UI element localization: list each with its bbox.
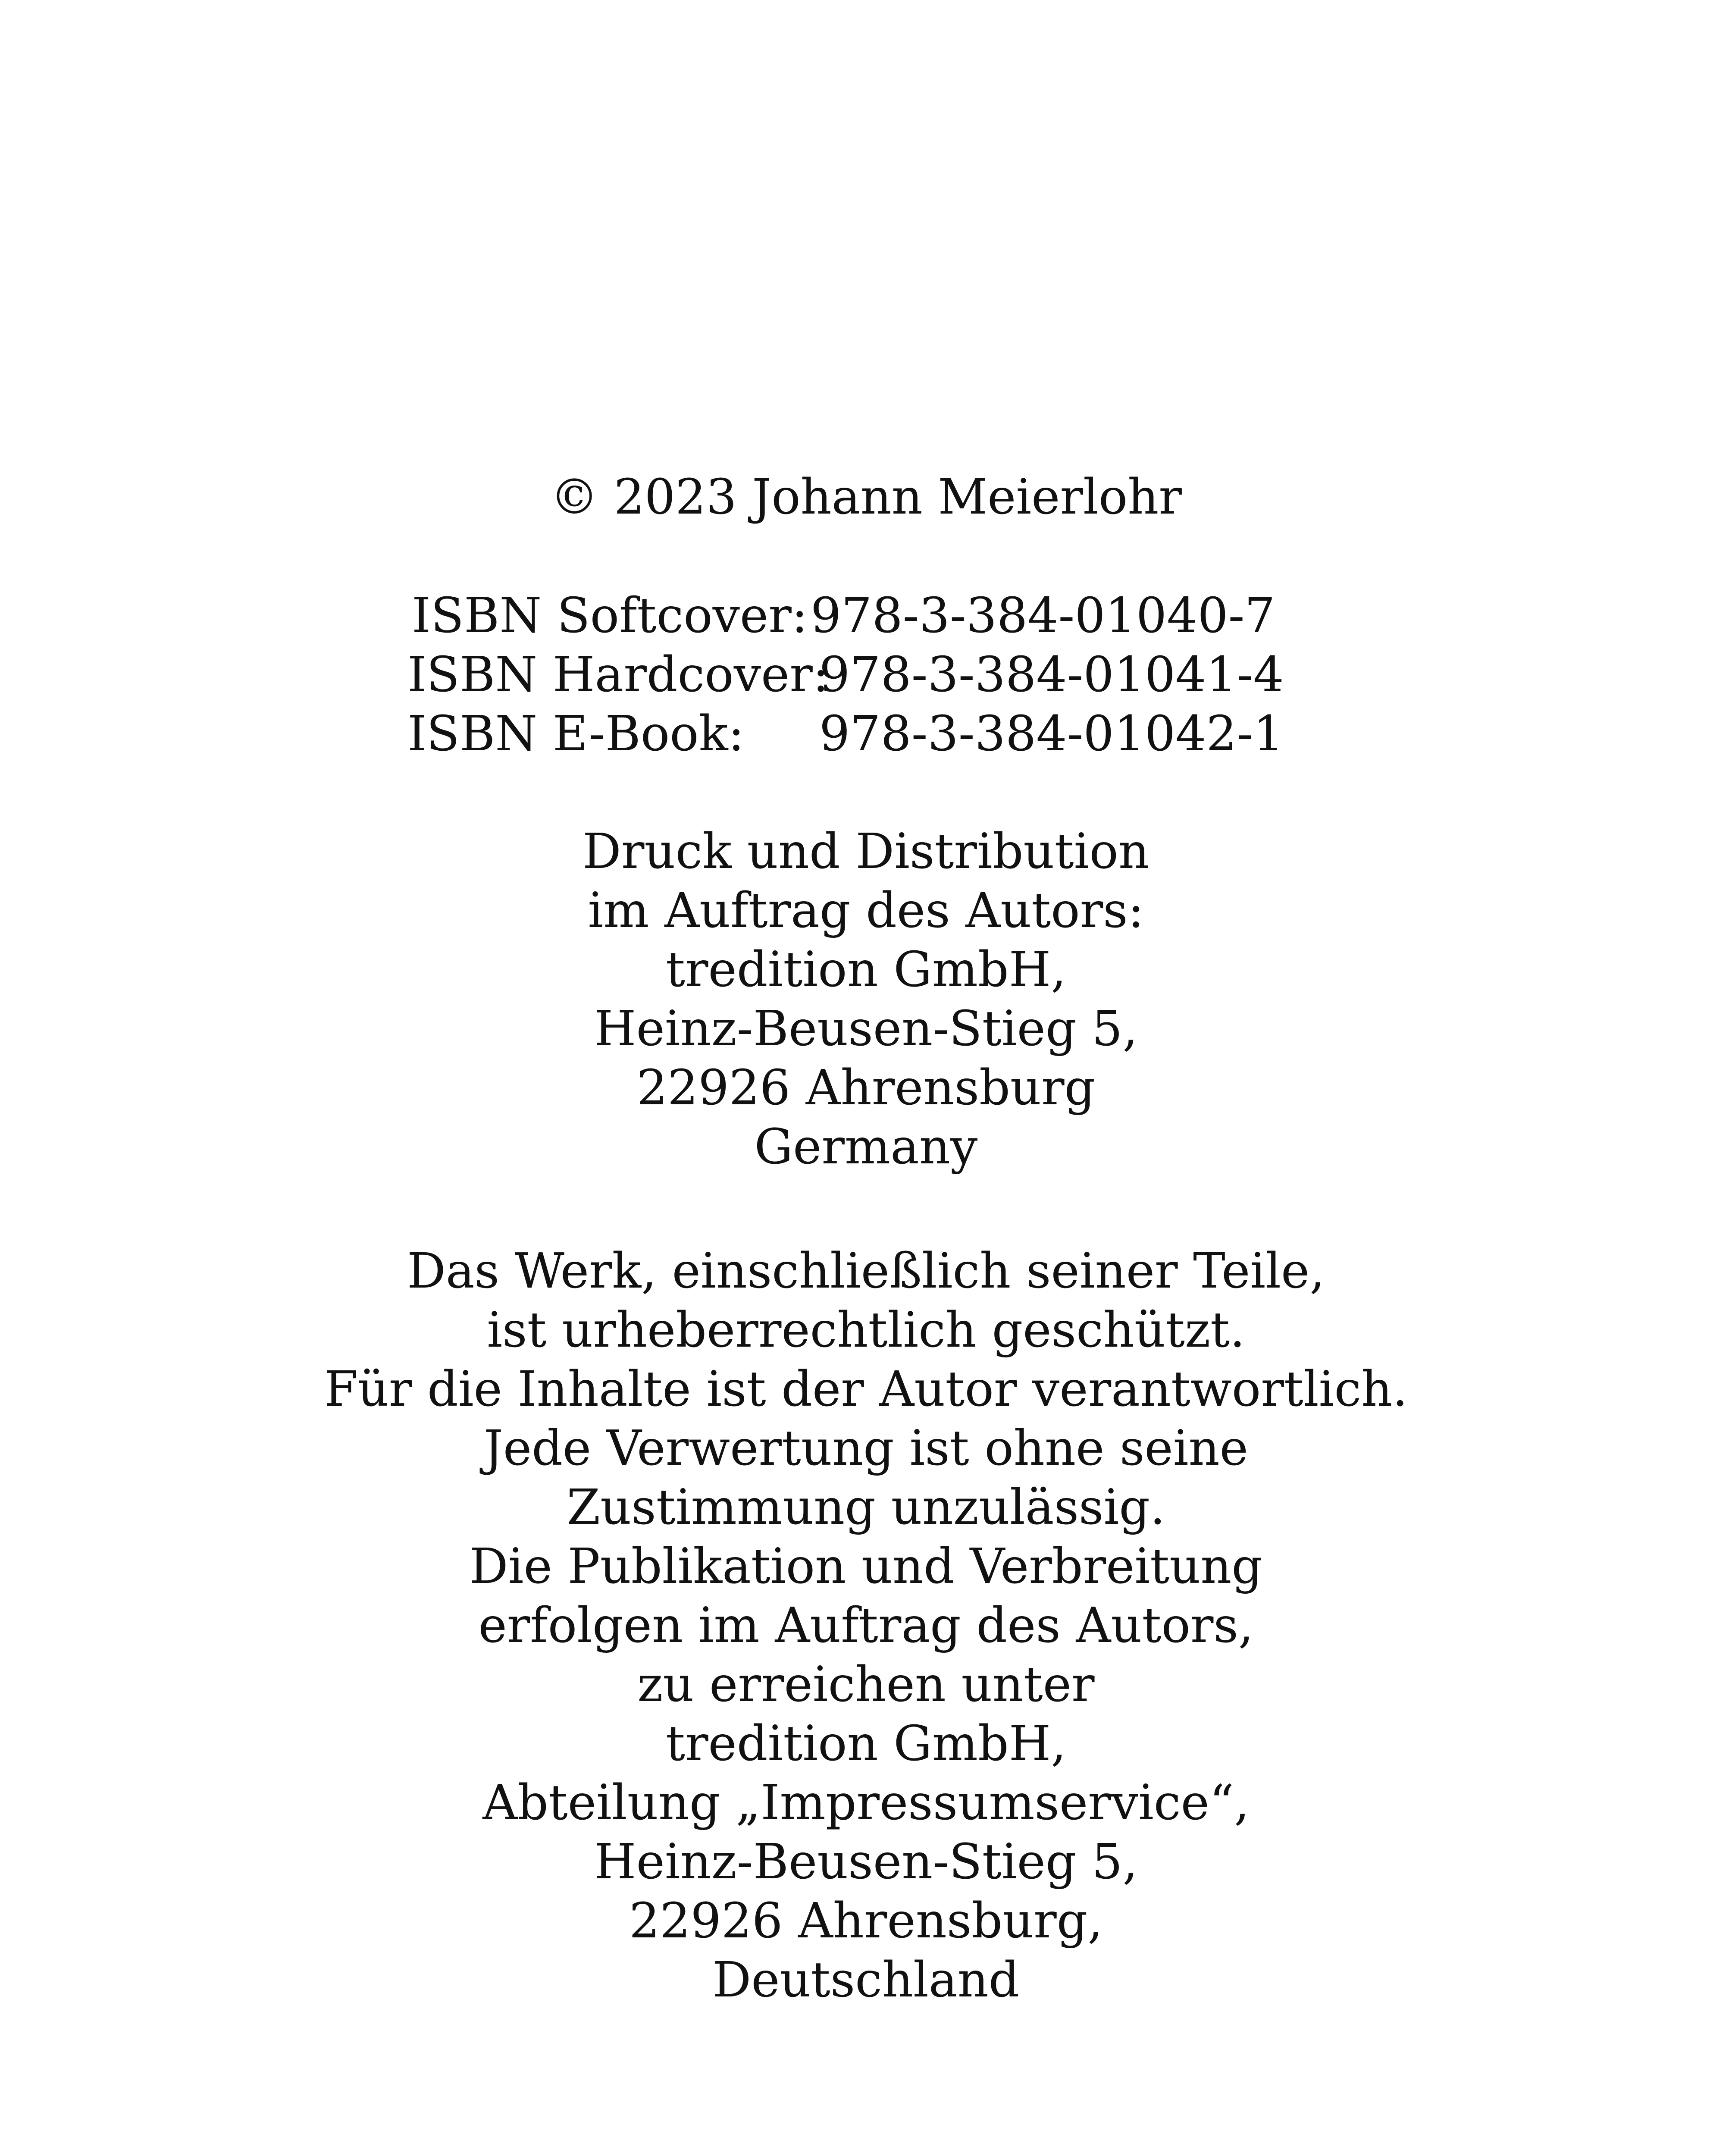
legal-notice-block xyxy=(0,1242,1732,2010)
text-line: 22926 Ahrensburg, xyxy=(629,1893,1103,1949)
text-line: zu erreichen unter xyxy=(637,1657,1095,1713)
text-line: Abteilung „Impressumservice“, xyxy=(482,1775,1250,1831)
isbn-label: ISBN Softcover: xyxy=(412,588,808,644)
isbn-label: ISBN Hardcover: xyxy=(407,647,829,703)
copyright-notice xyxy=(0,468,1732,527)
isbn-value: 978-3-384-01040-7 xyxy=(811,588,1275,644)
text-line: 22926 Ahrensburg xyxy=(636,1060,1096,1116)
text-line: Für die Inhalte ist der Autor verantwortlich. xyxy=(324,1361,1408,1417)
isbn-label: ISBN E-Book: xyxy=(407,706,745,762)
text-line: tredition GmbH, xyxy=(666,942,1066,998)
text-line: tredition GmbH, xyxy=(666,1716,1066,1772)
copyright-line: © 2023 Johann Meierlohr xyxy=(550,469,1182,525)
text-line: Druck und Distribution xyxy=(583,824,1149,880)
text-line: Deutschland xyxy=(712,1952,1020,2008)
text-line: Heinz-Beusen-Stieg 5, xyxy=(594,1001,1138,1057)
text-line: Heinz-Beusen-Stieg 5, xyxy=(594,1834,1138,1890)
isbn-value: 978-3-384-01041-4 xyxy=(819,647,1284,703)
text-line: Germany xyxy=(754,1119,978,1175)
text-line: Zustimmung unzulässig. xyxy=(567,1479,1165,1536)
text-line: Die Publikation und Verbreitung xyxy=(469,1539,1263,1595)
text-line: erfolgen im Auftrag des Autors, xyxy=(478,1598,1254,1654)
text-line: Das Werk, einschließlich seiner Teile, xyxy=(407,1243,1325,1299)
print-distribution-block xyxy=(0,822,1732,1177)
text-line: Jede Verwertung ist ohne seine xyxy=(484,1420,1248,1476)
isbn-value: 978-3-384-01042-1 xyxy=(819,706,1284,762)
text-line: im Auftrag des Autors: xyxy=(588,883,1144,939)
text-line: ist urheberrechtlich geschützt. xyxy=(487,1302,1245,1358)
